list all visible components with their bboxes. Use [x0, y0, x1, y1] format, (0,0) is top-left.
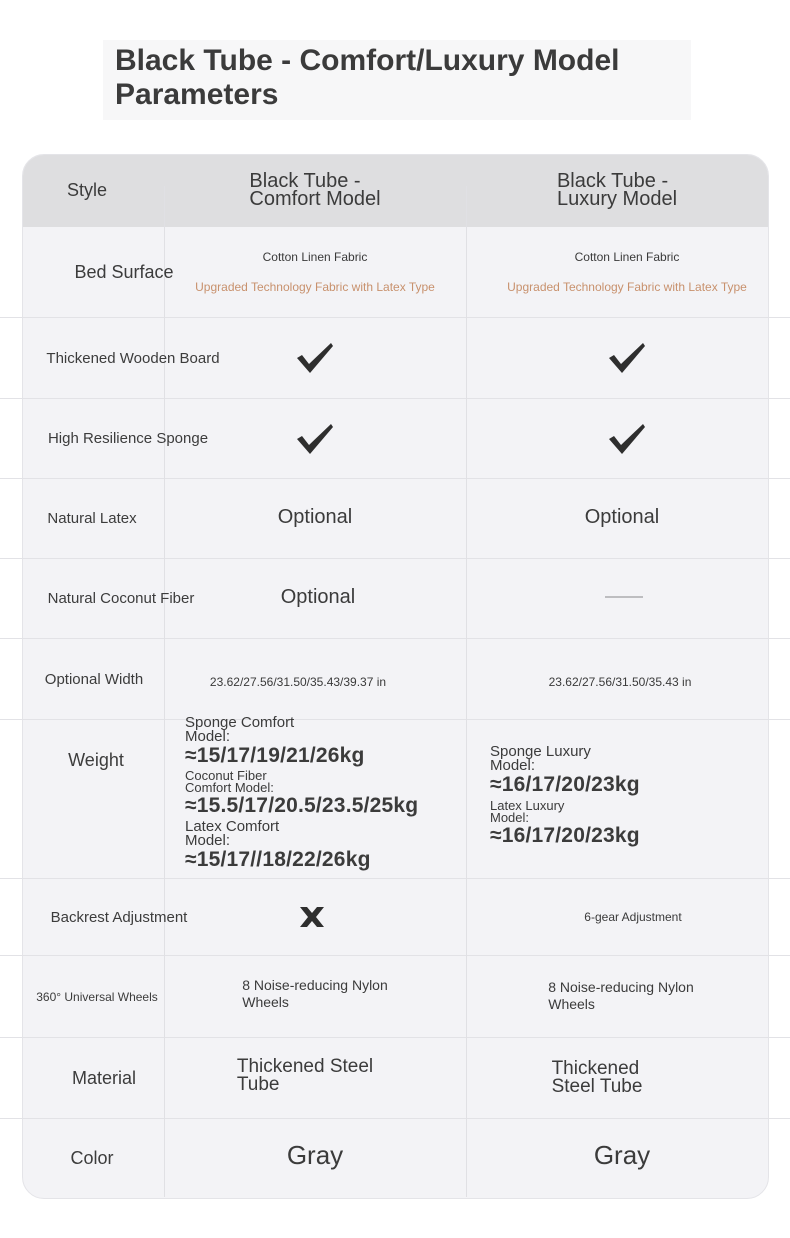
row-label-bed-surface: Bed Surface [74, 261, 174, 282]
width-luxury: 23.62/27.56/31.50/35.43 in [548, 675, 692, 689]
weight-value: ≈15/17//18/22/26kg [185, 848, 371, 871]
weight-value: ≈15.5/17/20.5/23.5/25kg [185, 794, 419, 817]
width-comfort: 23.62/27.56/31.50/35.43/39.37 in [209, 675, 387, 689]
bed-surface-luxury-line2: Upgraded Technology Fabric with Latex Type [507, 280, 747, 294]
check-icon [165, 318, 465, 398]
row-label-wheels: 360° Universal Wheels [36, 989, 158, 1004]
row-label-sponge: High Resilience Sponge [47, 430, 209, 447]
bed-surface-comfort [165, 227, 465, 317]
header-luxury-cell [467, 154, 767, 226]
backrest-luxury: 6-gear Adjustment [584, 910, 682, 924]
color-comfort: Gray [286, 1139, 344, 1170]
bed-surface-comfort-line1: Cotton Linen Fabric [262, 250, 368, 264]
check-icon [477, 399, 777, 478]
material-luxury: Thickened Steel Tube [551, 1058, 643, 1097]
page-title: Black Tube - Comfort/Luxury Model Parameters [115, 44, 620, 111]
row-label-material: Material [71, 1067, 137, 1088]
row-label-width: Optional Width [44, 670, 144, 688]
weight-key: Latex Luxury Model: [490, 798, 565, 825]
material-luxury-cell [447, 1038, 747, 1118]
coconut-comfort: Optional [280, 585, 356, 608]
weight-luxury [490, 745, 765, 848]
wheels-comfort-cell [165, 956, 465, 1032]
header-comfort-cell [165, 154, 465, 226]
row-label-weight: Weight [68, 749, 124, 770]
wheels-comfort: 8 Noise-reducing Nylon Wheels [242, 977, 388, 1010]
weight-comfort [185, 716, 460, 872]
bed-surface-comfort-line2: Upgraded Technology Fabric with Latex Type [195, 280, 435, 294]
weight-value: ≈15/17/19/21/26kg [185, 744, 365, 767]
header-comfort: Black Tube - Comfort Model [249, 170, 381, 210]
wheels-luxury: 8 Noise-reducing Nylon Wheels [548, 979, 694, 1012]
header-style: Style [66, 179, 108, 200]
weight-key: Sponge Comfort Model: [185, 714, 295, 745]
row-label-backrest: Backrest Adjustment [50, 908, 188, 926]
row-label-wooden-board: Thickened Wooden Board [46, 349, 220, 367]
material-comfort-cell [155, 1038, 455, 1114]
x-icon [162, 879, 462, 955]
row-label-color: Color [70, 1147, 114, 1168]
latex-luxury: Optional [584, 505, 660, 528]
check-icon [165, 399, 465, 478]
bed-surface-luxury [477, 227, 777, 317]
weight-key: Sponge Luxury Model: [490, 743, 591, 774]
latex-comfort: Optional [277, 505, 353, 528]
check-icon [477, 318, 777, 398]
bed-surface-luxury-line1: Cotton Linen Fabric [574, 250, 680, 264]
weight-key: Coconut Fiber Comfort Model: [185, 768, 274, 795]
wheels-luxury-cell [471, 956, 771, 1036]
row-label-latex: Natural Latex [47, 510, 137, 527]
weight-key: Latex Comfort Model: [185, 818, 280, 849]
row-label-coconut: Natural Coconut Fiber [47, 590, 195, 607]
header-luxury: Black Tube - Luxury Model [556, 170, 678, 210]
weight-value: ≈16/17/20/23kg [490, 824, 640, 847]
weight-value: ≈16/17/20/23kg [490, 773, 640, 796]
dash-icon [474, 559, 774, 635]
color-luxury: Gray [593, 1139, 651, 1170]
material-comfort: Thickened Steel Tube [236, 1056, 374, 1095]
